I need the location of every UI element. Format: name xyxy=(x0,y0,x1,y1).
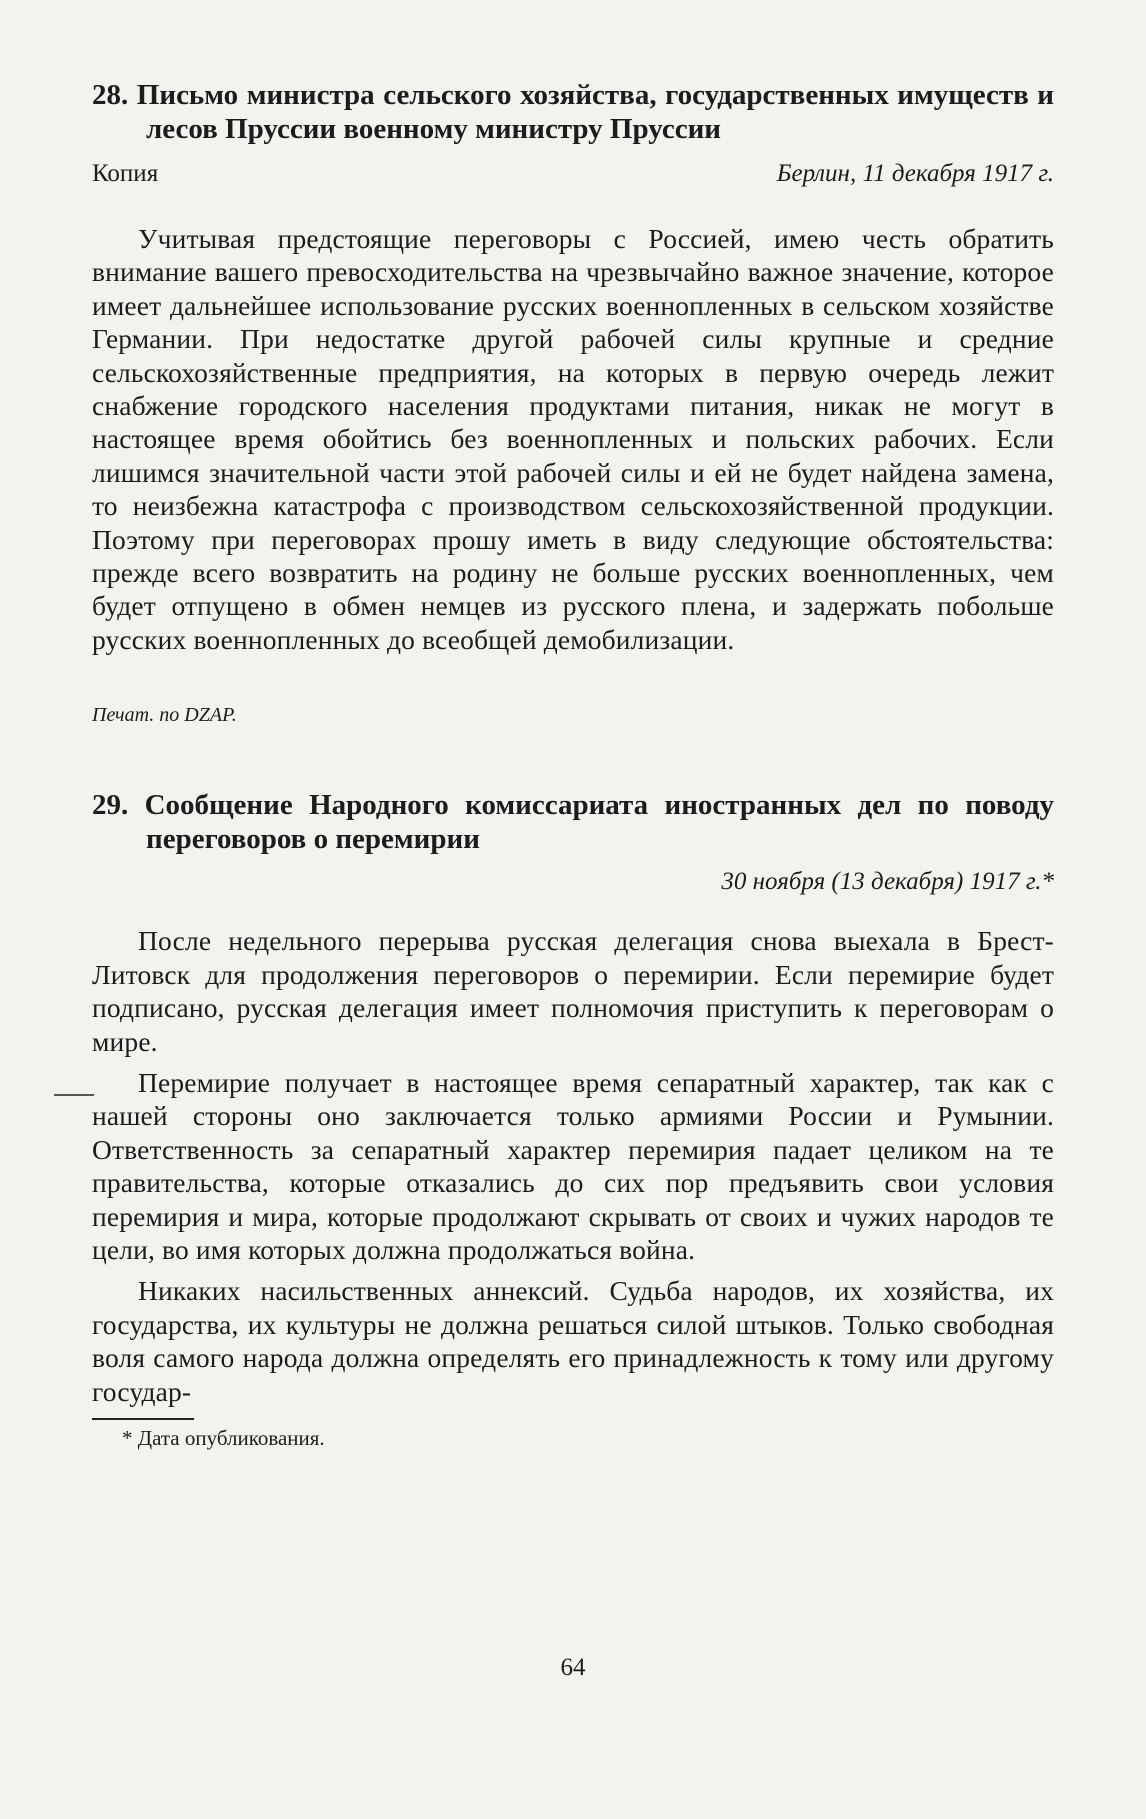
document-29-meta xyxy=(92,866,1054,898)
document-28-meta xyxy=(92,158,1054,190)
margin-dash xyxy=(54,1094,94,1096)
document-28-heading: 28. Письмо министра сельского хозяйства, государственных имуществ и лесов Пруссии военному министру Пруссии xyxy=(92,79,1054,145)
footnote-rule xyxy=(92,1418,194,1420)
source-note: Печат. по DZAP. xyxy=(92,704,237,727)
document-29-paragraph-2: Перемирие получает в настоящее время сепаратный характер, так как с нашей стороны оно заключается только армиями России и Румынии. Ответственность за сепаратный характер перемирия падает целиком на те правительства, которые отказались до сих пор предъявить свои условия перемирия и мира, которые продолжают скрывать от своих и чужих народов те цели, во имя которых должна продолжаться война. xyxy=(92,1066,1054,1265)
document-28-paragraph: Учитывая предстоящие переговоры с Россией, имею честь обратить внимание вашего превосходительства на чрезвычайно важное значение, которое имеет дальнейшее использование русских военнопленных в сельском хозяйстве Германии. При недостатке другой рабочей силы крупные и средние сельскохозяйственные предприятия, на которых в первую очередь лежит снабжение городского населения продуктами питания, никак не могут в настоящее время обойтись без военнопленных и польских рабочих. Если лишимся значительной части этой рабочей силы и ей не будет найдена замена, то неизбежна катастрофа с производством сельскохозяйственной продукции. Поэтому при переговорах прошу иметь в виду следующие обстоятельства: прежде всего возвратить на родину не больше русских военнопленных, чем будет отпущено в обмен немцев из русского плена, и задержать побольше русских военнопленных до всеобщей демобилизации. xyxy=(92,223,1054,655)
document-29-date: 30 ноября (13 декабря) 1917 г.* xyxy=(721,868,1054,896)
document-29-paragraph-1: После недельного перерыва русская делегация снова выехала в Брест-Литовск для продолжения переговоров о перемирии. Если перемирие будет подписано, русская делегация имеет полномочия приступить к переговорам о мире. xyxy=(92,925,1054,1057)
document-28-place-date: Берлин, 11 декабря 1917 г. xyxy=(776,160,1054,187)
document-29-paragraph-3: Никаких насильственных аннексий. Судьба народов, их хозяйства, их государства, их культуры не должна решаться силой штыков. Только свободная воля самого народа должна определять его принадлежность к тому или другому государ- xyxy=(92,1275,1054,1407)
page-content xyxy=(92,78,1054,1452)
copy-label: Копия xyxy=(92,160,159,187)
page-number: 64 xyxy=(560,1654,586,1681)
footnote: * Дата опубликования. xyxy=(122,1425,325,1450)
document-29-heading: 29. Сообщение Народного комиссариата иностранных дел по поводу переговоров о перемирии xyxy=(92,789,1054,856)
